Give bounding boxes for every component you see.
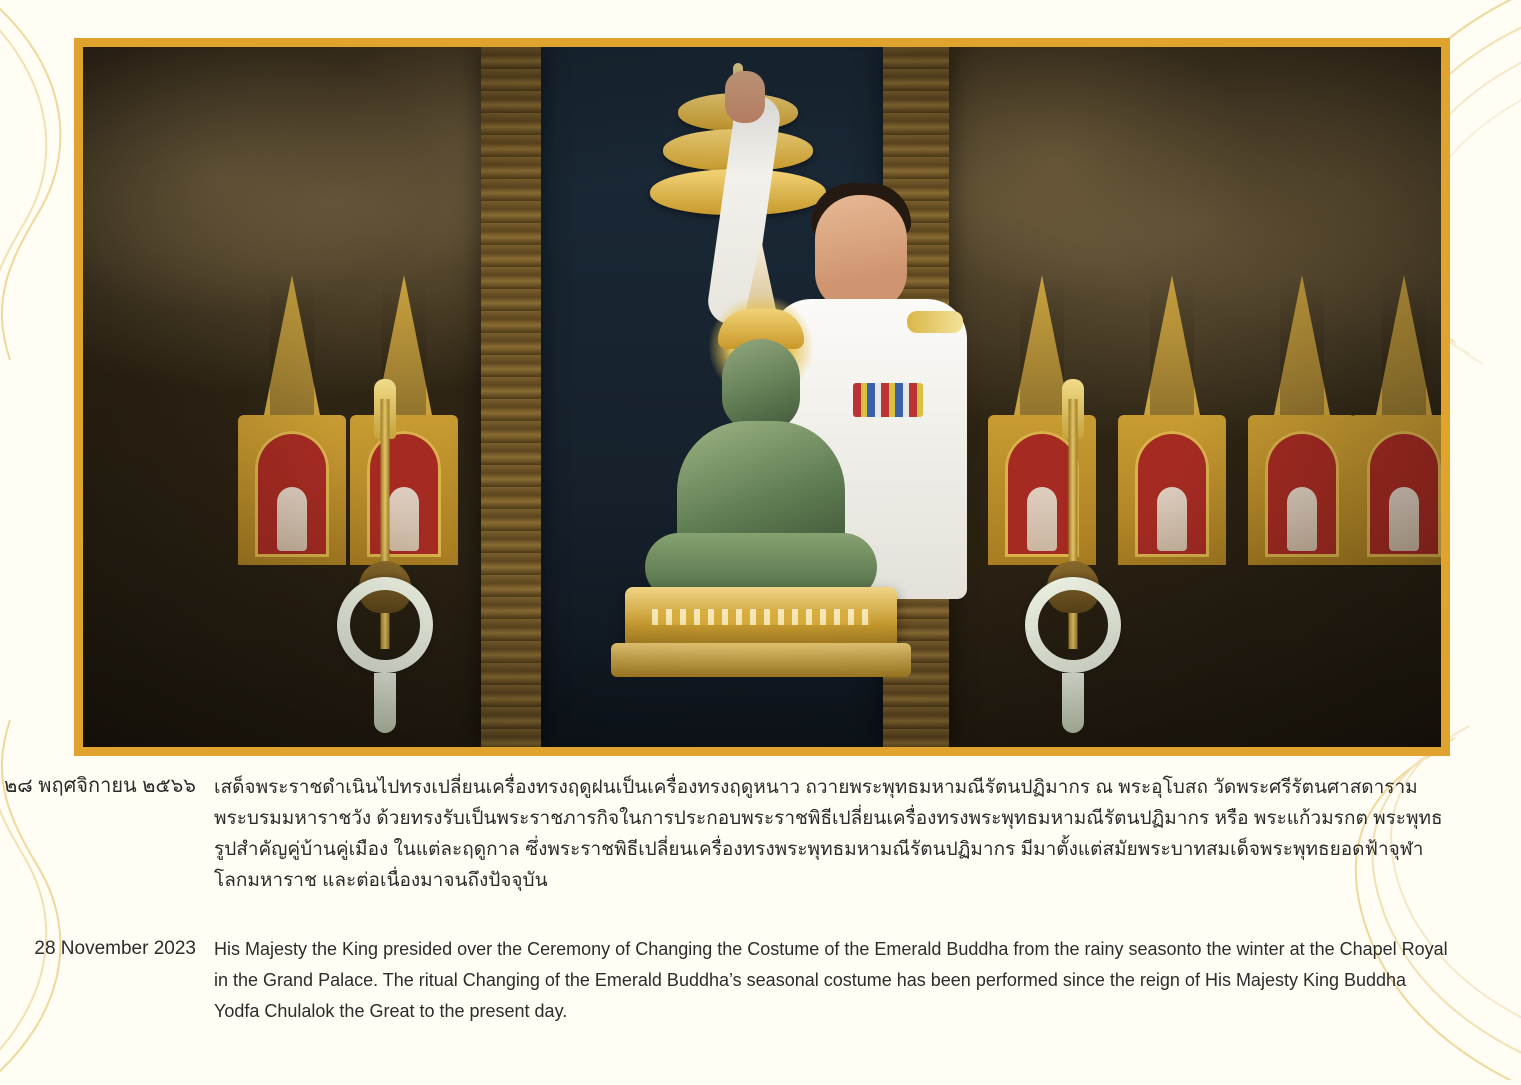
caption-date-english: 28 November 2023: [34, 938, 196, 959]
photo-vignette: [83, 47, 1441, 747]
caption-body-thai: เสด็จพระราชดำเนินไปทรงเปลี่ยนเครื่องทรงฤดูฝนเป็นเครื่องทรงฤดูหนาว ถวายพระพุทธมหามณีรัตนปฏิมากร ณ พระอุโบสถ วัดพระศรีรัตนศาสดาราม พระบรมมหาราชวัง ด้วยทรงรับเป็นพระราชภารกิจในการประกอบพระราชพิธีเปลี่ยนเครื่องทรงพระพุทธมหามณีรัตนปฏิมากร หรือ พระแก้วมรกต พระพุทธรูปสำคัญคู่บ้านคู่เมือง ในแต่ละฤดูกาล ซึ่งพระราชพิธีเปลี่ยนเครื่องทรงพระพุทธมหามณีรัตนปฏิมากร มีมาตั้งแต่สมัยพระบาทสมเด็จพระพุทธยอดฟ้าจุฬาโลกมหาราช และต่อเนื่องมาจนถึงปัจจุบัน: [214, 777, 1443, 891]
caption-english: [0, 934, 1521, 1027]
caption-area: [0, 772, 1521, 1027]
photo-inner: [83, 47, 1441, 747]
caption-thai: [0, 772, 1521, 896]
caption-date-thai: ๒๘ พฤศจิกายน ๒๕๖๖: [4, 775, 196, 797]
ceremony-photo: [74, 38, 1450, 756]
caption-body-english: His Majesty the King presided over the Ceremony of Changing the Costume of the Emerald Buddha from the rainy seasonto the winter at the Chapel Royal in the Grand Palace. The ritual Changing of the Emerald Buddha’s seasonal costume has been performed since the reign of His Majesty King Buddha Yodfa Chulalok the Great to the present day.: [214, 939, 1448, 1021]
